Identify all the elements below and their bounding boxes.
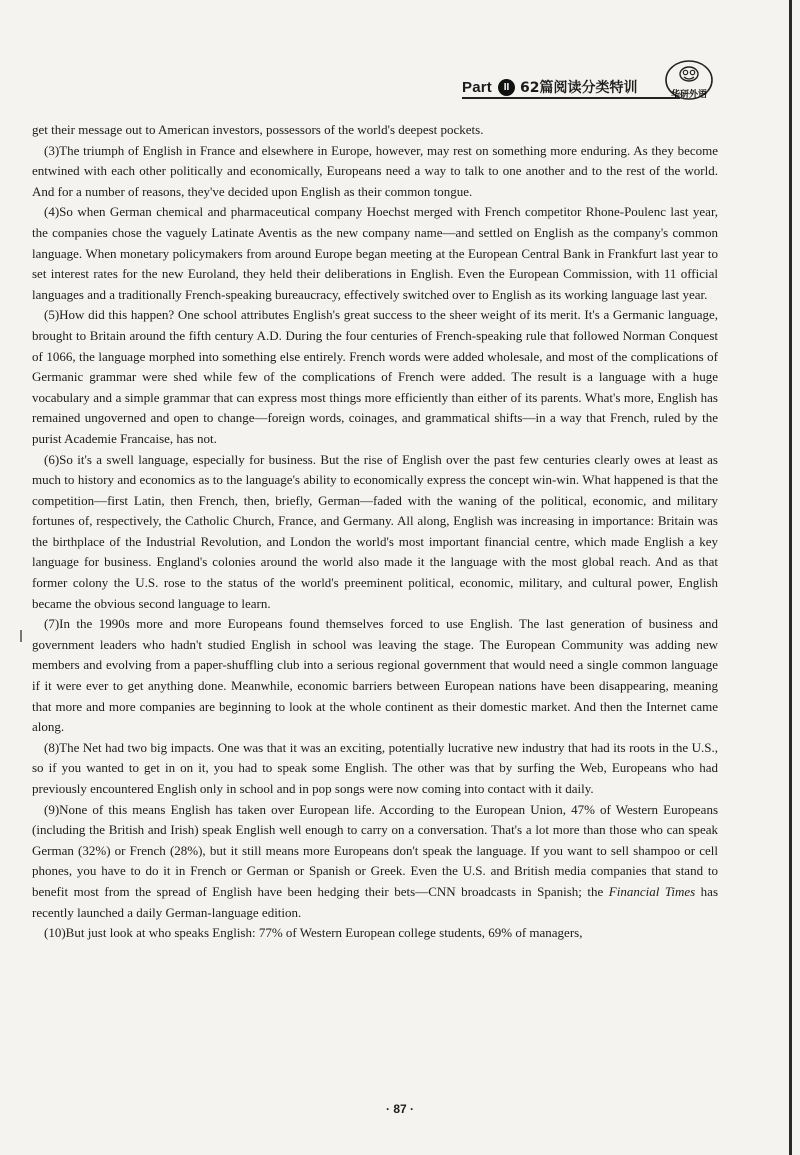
paragraph-continued: get their message out to American investors, possessors of the world's deepest pockets. [32, 122, 484, 137]
brand-logo-text: 华研外语 [670, 90, 707, 100]
paragraph-3: (3)The triumph of English in France and elsewhere in Europe, however, may rest on something more enduring. As they become entwined with each other politically and economically, Europeans need a way to talk to one another and to the rest of the world. And for a number of reasons, they've decided upon English as their common tongue. [32, 142, 718, 199]
margin-mark [20, 630, 22, 642]
paragraph-7: (7)In the 1990s more and more Europeans found themselves forced to use English. The last generation of business and government leaders who hadn't studied English in school was leaving the stage. The European Community was adding new members and evolving from a paper-shuffling club into a serious regional government that would need a single common language if it were ever to get anything done. Meanwhile, economic barriers between European nations have been disappearing, meaning that more and more companies are beginning to look at the whole continent as their domestic market. And then the Internet came along. [32, 616, 718, 735]
paragraph-6: (6)So it's a swell language, especially for business. But the rise of English over the past few centuries clearly owes at least as much to history and economics as to the language's ability to economically express the concept win-win. What happened is that the competition—first Latin, then French, then, briefly, German—faded with the waning of the political, economic, and military fortunes of, respectively, the Catholic Church, France, and Germany. All along, English was increasing in importance: Britain was the birthplace of the Industrial Revolution, and London the world's most important financial centre, which made English a key language for business. England's colonies around the world also made it the language with the most global reach. And as that former colony the U.S. rose to the status of the world's preeminent political, economic, military, and cultural power, English became the obvious second language to learn. [32, 451, 718, 611]
part-number-badge: II [498, 79, 515, 96]
page-edge-rule [789, 0, 792, 1155]
paragraph-4: (4)So when German chemical and pharmaceutical company Hoechst merged with French competitor Rhone-Poulenc last year, the companies chose the vaguely Latinate Aventis as the new company name—and settled on English as the company's common language. When monetary policymakers from around Europe began meeting at the European Central Bank in Frankfurt last year to set interest rates for the new Euroland, they held their deliberations in English. Even the European Commission, with 11 official languages and a traditionally French-speaking bureaucracy, effectively switched over to English as its working language last year. [32, 204, 718, 302]
page-number: · 87 · [385, 1102, 414, 1116]
publication-title: Financial Times [608, 883, 696, 899]
part-label: Part [462, 78, 492, 96]
paragraph-9 [32, 800, 718, 924]
section-title: 62篇阅读分类特训 [519, 80, 638, 96]
paragraph-8: (8)The Net had two big impacts. One was that it was an exciting, potentially lucrative new industry that had its roots in the U.S., so if you wanted to get in on it, you had to speak some English. The other was that by surfing the Web, Europeans who had previously encountered English only in school and in pop songs were now coming into contact with it daily. [32, 739, 718, 796]
paragraph-9-text: (9)None of this means English has taken over European life. According to the European Union, 47% of Western Europeans (including the British and Irish) speak English well enough to carry on a conversation. That's a lot more than those who can speak German (32%) or French (28%), but it still means more Europeans don't speak the language. If you want to sell shampoo or cell phones, you have to do it in French or German or Spanish or Greek. Even the U.S. and British media companies that stand to benefit most from the spread of English have been hedging their bets—CNN broadcasts in Spanish; the [32, 801, 718, 899]
article-body [32, 120, 718, 944]
paragraph-9-end: has recently launched a daily German-language edition. [32, 883, 718, 920]
paragraph-10: (10)But just look at who speaks English: 77% of Western European college students, 69% of managers, [44, 925, 583, 941]
header-rule [462, 97, 680, 99]
paragraph-5: (5)How did this happen? One school attributes English's great success to the sheer weight of its merit. It's a Germanic language, brought to Britain around the fifth century A.D. During the four centuries of French-speaking rule that followed Norman Conquest of 1066, the language morphed into something else entirely. French words were added wholesale, and most of the complications of Germanic grammar were shed while few of the complications of French were added. The result is a language with a huge vocabulary and a simple grammar that can express most things more efficiently than either of its parents. What's more, English has remained ungoverned and open to change—foreign words, coinages, and grammatical shifts—in a way that French, ruled by the purist Academie Francaise, has not. [32, 307, 718, 446]
